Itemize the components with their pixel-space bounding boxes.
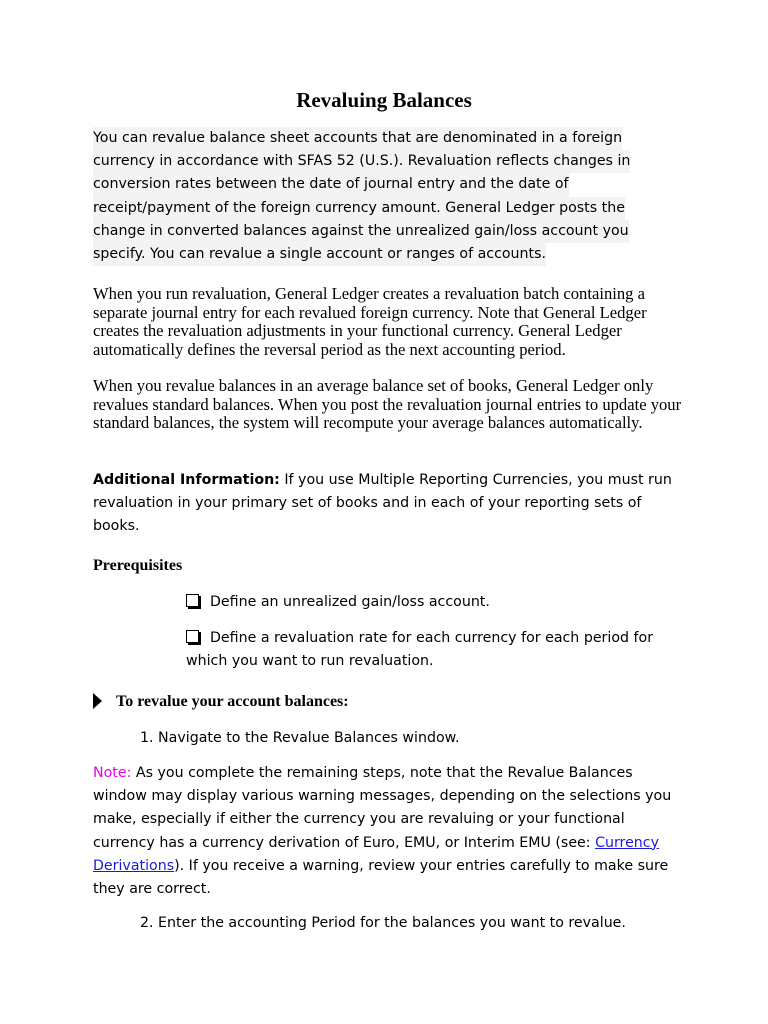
triangle-bullet-icon bbox=[93, 693, 102, 709]
average-balance-paragraph: When you revalue balances in an average balance set of books, General Ledger only revalues standard balances. When you post the revaluation journal entries to update your standard balances, the system will recompute your average balances automatically. bbox=[93, 376, 682, 433]
procedure-heading bbox=[93, 691, 349, 713]
note-text: As you complete the remaining steps, note that the Revalue Balances window may display various warning messages, depending on the selections you make, especially if either the currency you are revaluing or your functional currency has a currency derivation of Euro, EMU, or Interim EMU (see: bbox=[93, 765, 672, 851]
note-label: Note: bbox=[93, 765, 132, 781]
note-text-end: ). If you receive a warning, review your entries carefully to make sure they are correct. bbox=[93, 857, 669, 898]
additional-information-text: If you use Multiple Reporting Currencies, you must run revaluation in your primary set of books and in each of your reporting sets of books. bbox=[93, 472, 672, 535]
intro-line: change in converted balances against the unrealized gain/loss account you bbox=[93, 220, 629, 243]
checkbox-icon bbox=[186, 594, 199, 607]
currency-derivations-link[interactable]: Currency Derivations bbox=[93, 834, 659, 874]
additional-information bbox=[93, 469, 683, 539]
prerequisite-text: Define a revaluation rate for each currency for each period for which you want to run revaluation. bbox=[186, 630, 654, 670]
page-title: Revaluing Balances bbox=[296, 88, 472, 112]
prerequisite-item bbox=[186, 627, 686, 673]
prerequisite-text: Define an unrealized gain/loss account. bbox=[210, 594, 490, 610]
prerequisite-item bbox=[186, 591, 686, 614]
checkbox-icon bbox=[186, 630, 199, 643]
intro-line: specify. You can revalue a single account or ranges of accounts. bbox=[93, 243, 546, 266]
step-two: 2. Enter the accounting Period for the balances you want to revalue. bbox=[140, 915, 626, 931]
intro-line: conversion rates between the date of journal entry and the date of bbox=[93, 173, 569, 196]
procedure-heading-text: To revalue your account balances: bbox=[116, 693, 349, 710]
step-one: 1. Navigate to the Revalue Balances window. bbox=[140, 730, 460, 746]
intro-line: receipt/payment of the foreign currency amount. General Ledger posts the bbox=[93, 197, 625, 220]
intro-line: currency in accordance with SFAS 52 (U.S.). Revaluation reflects changes in bbox=[93, 150, 630, 173]
intro-paragraph bbox=[93, 127, 683, 266]
additional-information-label: Additional Information: bbox=[93, 472, 280, 488]
intro-line: You can revalue balance sheet accounts that are denominated in a foreign bbox=[93, 127, 622, 150]
note-paragraph bbox=[93, 762, 683, 901]
revaluation-batch-paragraph: When you run revaluation, General Ledger creates a revaluation batch containing a separate journal entry for each revalued foreign currency. Note that General Ledger creates the revaluation adjustments in your functional currency. General Ledger automatically defines the reversal period as the next accounting period. bbox=[93, 284, 647, 359]
prerequisites-heading: Prerequisites bbox=[93, 557, 183, 574]
